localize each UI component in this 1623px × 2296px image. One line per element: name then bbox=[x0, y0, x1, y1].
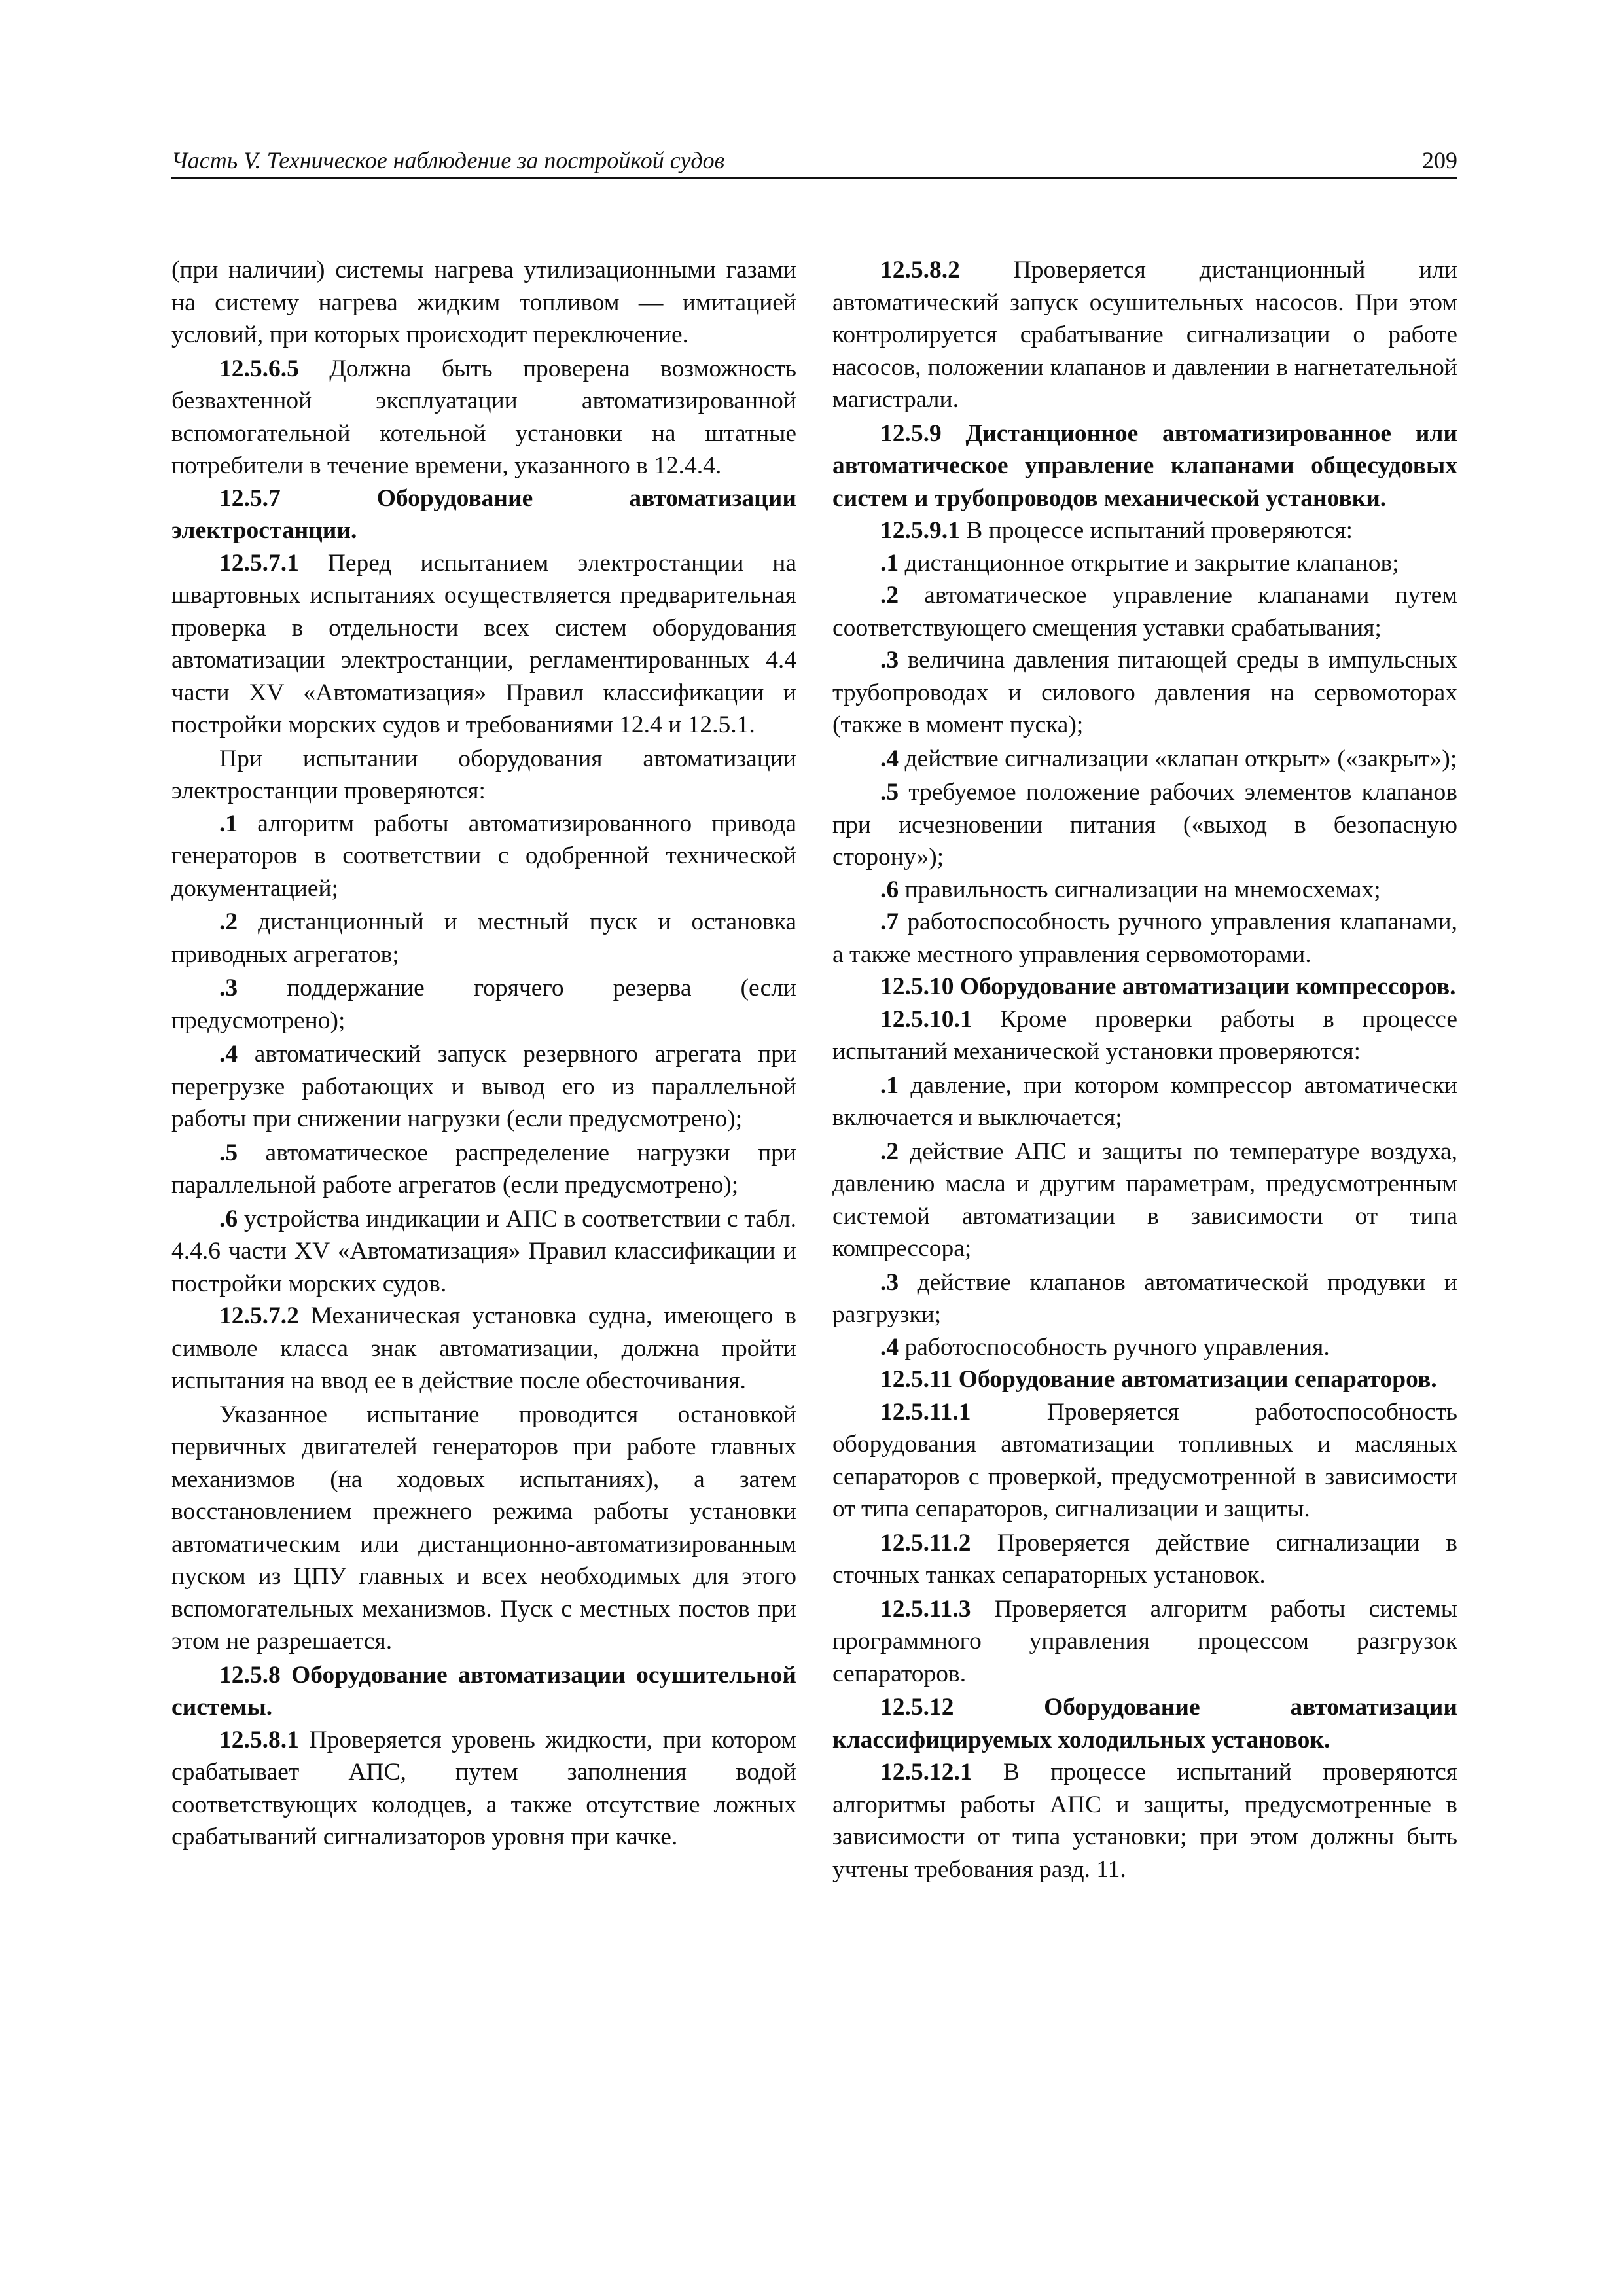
list-item: .4 действие сигнализации «клапан открыт» («закрыт»); bbox=[880, 745, 1457, 772]
paragraph: 12.5.12.1 В процессе испытаний проверяются алгоритмы работы АПС и защиты, предусмотренные в зависимости от типа установки; при этом должны быть учтены требования разд. 11. bbox=[832, 1759, 1457, 1883]
paragraph: (при наличии) системы нагрева утилизационными газами на систему нагрева жидким топливом — имитацией условий, при которых происходит переключение. bbox=[171, 257, 796, 348]
list-item: .3 величина давления питающей среды в импульсных трубопроводах и силового давления на сервомоторах (также в момент пуска); bbox=[832, 647, 1457, 738]
paragraph: 12.5.11.1 Проверяется работоспособность оборудования автоматизации топливных и масляных сепараторов с проверкой, предусмотренной в зависимости от типа сепараторов, сигнализации и защиты. bbox=[832, 1398, 1457, 1522]
list-item: .4 автоматический запуск резервного агрегата при перегрузке работающих и вывод его из параллельной работы при снижении нагрузки (если предусмотрено); bbox=[171, 1041, 796, 1132]
paragraph: 12.5.11.2 Проверяется действие сигнализации в сточных танках сепараторных установок. bbox=[832, 1529, 1457, 1588]
paragraph: 12.5.11.3 Проверяется алгоритм работы системы программного управления процессом разгрузок сепараторов. bbox=[832, 1595, 1457, 1687]
paragraph: Указанное испытание проводится остановкой первичных двигателей генераторов при работе главных механизмов (на ходовых испытаниях), а затем восстановлением прежнего режима работы установки автоматическим или дистанционно-автоматизированным пуском из ЦПУ главных и всех необходимых для этого вспомогательных механизмов. Пуск с местных постов при этом не разрешается. bbox=[171, 1401, 796, 1655]
page-number: 209 bbox=[1422, 147, 1457, 173]
list-item: .4 работоспособность ручного управления. bbox=[880, 1333, 1330, 1361]
list-item: .5 автоматическое распределение нагрузки при параллельной работе агрегатов (если предусмотрено); bbox=[171, 1139, 796, 1198]
list-item: .1 алгоритм работы автоматизированного привода генераторов в соответствии с одобренной технической документацией; bbox=[171, 810, 796, 902]
section-heading: 12.5.9 Дистанционное автоматизированное или автоматическое управление клапанами общесудовых систем и трубопроводов механической установки. bbox=[832, 420, 1457, 512]
list-item: .1 дистанционное открытие и закрытие клапанов; bbox=[880, 549, 1399, 577]
running-header bbox=[171, 143, 1457, 179]
paragraph: 12.5.6.5 Должна быть проверена возможность безвахтенной эксплуатации автоматизированной вспомогательной котельной установки на штатные потребители в течение времени, указанного в 12.4.4. bbox=[171, 355, 796, 479]
paragraph: 12.5.9.1 В процессе испытаний проверяются: bbox=[880, 517, 1353, 544]
list-item: .6 правильность сигнализации на мнемосхемах; bbox=[880, 876, 1381, 903]
paragraph: При испытании оборудования автоматизации электростанции проверяются: bbox=[171, 745, 796, 804]
paragraph: 12.5.10.1 Кроме проверки работы в процессе испытаний механической установки проверяются: bbox=[832, 1005, 1457, 1065]
list-item: .2 автоматическое управление клапанами путем соответствующего смещения уставки срабатывания; bbox=[832, 582, 1457, 641]
paragraph: 12.5.7.2 Механическая установка судна, имеющего в символе класса знак автоматизации, должна пройти испытания на ввод ее в действие после обесточивания. bbox=[171, 1302, 796, 1394]
list-item: .3 поддержание горячего резерва (если предусмотрено); bbox=[171, 975, 796, 1034]
section-heading: 12.5.7 Оборудование автоматизации электростанции. bbox=[171, 484, 796, 544]
section-heading: 12.5.12 Оборудование автоматизации классифицируемых холодильных установок. bbox=[832, 1694, 1457, 1753]
section-heading: 12.5.11 Оборудование автоматизации сепараторов. bbox=[880, 1366, 1437, 1393]
header-title: Часть V. Техническое наблюдение за постройкой судов bbox=[171, 147, 725, 173]
section-heading: 12.5.10 Оборудование автоматизации компрессоров. bbox=[880, 973, 1456, 1000]
right-column bbox=[832, 254, 1457, 1886]
list-item: .6 устройства индикации и АПС в соответствии с табл. 4.4.6 части XV «Автоматизация» Правил классификации и постройки морских судов. bbox=[171, 1205, 796, 1297]
section-heading: 12.5.8 Оборудование автоматизации осушительной системы. bbox=[171, 1661, 796, 1721]
list-item: .1 давление, при котором компрессор автоматически включается и выключается; bbox=[832, 1071, 1457, 1131]
paragraph: 12.5.8.1 Проверяется уровень жидкости, при котором срабатывает АПС, путем заполнения водой соответствующих колодцев, а также отсутствие ложных срабатываний сигнализаторов уровня при качке. bbox=[171, 1726, 796, 1850]
paragraph: 12.5.7.1 Перед испытанием электростанции на швартовных испытаниях осуществляется предварительная проверка в отдельности всех систем оборудования автоматизации электростанции, регламентированных 4.4 части XV «Автоматизация» Правил классификации и постройки морских судов и требованиями 12.4 и 12.5.1. bbox=[171, 549, 796, 738]
list-item: .2 дистанционный и местный пуск и остановка приводных агрегатов; bbox=[171, 908, 796, 968]
paragraph: 12.5.8.2 Проверяется дистанционный или автоматический запуск осушительных насосов. При этом контролируется срабатывание сигнализации о работе насосов, положении клапанов и давлении в нагнетательной магистрали. bbox=[832, 257, 1457, 413]
list-item: .2 действие АПС и защиты по температуре воздуха, давлению масла и другим параметрам, предусмотренным системой автоматизации в зависимости от типа компрессора; bbox=[832, 1138, 1457, 1262]
left-column bbox=[171, 254, 796, 1854]
list-item: .5 требуемое положение рабочих элементов клапанов при исчезновении питания («выход в безопасную сторону»); bbox=[832, 779, 1457, 870]
list-item: .7 работоспособность ручного управления клапанами, а также местного управления сервомоторами. bbox=[832, 908, 1457, 968]
list-item: .3 действие клапанов автоматической продувки и разгрузки; bbox=[832, 1268, 1457, 1328]
